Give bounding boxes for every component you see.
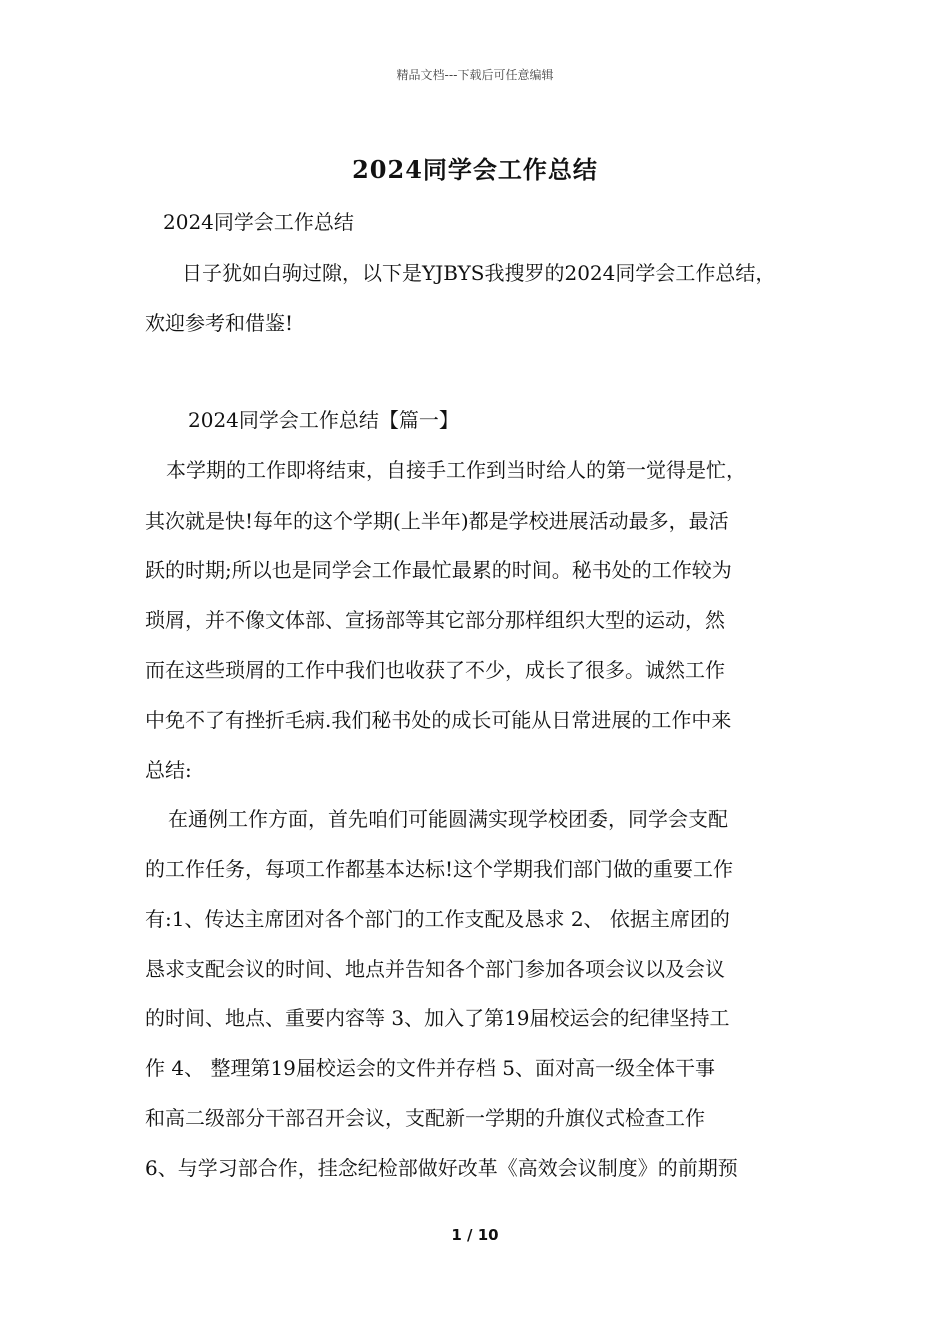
paragraph-line: 总结: bbox=[145, 758, 192, 782]
paragraph-line: 跃的时期;所以也是同学会工作最忙最累的时间。秘书处的工作较为 bbox=[145, 558, 732, 582]
paragraph-line: 在通例工作方面，首先咱们可能圆满实现学校团委，同学会支配 bbox=[168, 807, 728, 831]
header-note: 精品文档---下载后可任意编辑 bbox=[396, 68, 554, 82]
paragraph-line: 作 4、 整理第19届校运会的文件并存档 5、面对高一级全体干事 bbox=[145, 1056, 715, 1080]
paragraph-line: 其次就是快!每年的这个学期(上半年)都是学校进展活动最多，最活 bbox=[145, 509, 729, 533]
paragraph-line: 6、与学习部合作，挂念纪检部做好改革《高效会议制度》的前期预 bbox=[145, 1156, 738, 1180]
paragraph-line: 和高二级部分干部召开会议，支配新一学期的升旗仪式检查工作 bbox=[145, 1106, 705, 1130]
document-title: 2024同学会工作总结 bbox=[352, 155, 598, 184]
paragraph-line: 的时间、地点、重要内容等 3、加入了第19届校运会的纪律坚持工 bbox=[145, 1006, 730, 1030]
paragraph-line: 的工作任务，每项工作都基本达标!这个学期我们部门做的重要工作 bbox=[145, 857, 734, 881]
paragraph-line: 中免不了有挫折毛病.我们秘书处的成长可能从日常进展的工作中来 bbox=[145, 708, 732, 732]
paragraph-line: 琐屑，并不像文体部、宣扬部等其它部分那样组织大型的运动，然 bbox=[145, 608, 725, 632]
paragraph-line: 恳求支配会议的时间、地点并告知各个部门参加各项会议以及会议 bbox=[145, 957, 725, 981]
paragraph-line: 有:1、传达主席团对各个部门的工作支配及恳求 2、 依据主席团的 bbox=[145, 907, 730, 931]
section-heading: 2024同学会工作总结【篇一】 bbox=[188, 408, 459, 432]
paragraph-line: 欢迎参考和借鉴! bbox=[145, 311, 294, 335]
subtitle-line: 2024同学会工作总结 bbox=[163, 210, 354, 234]
paragraph-line: 本学期的工作即将结束，自接手工作到当时给人的第一觉得是忙， bbox=[166, 458, 746, 482]
paragraph-line: 日子犹如白驹过隙，以下是YJBYS我搜罗的2024同学会工作总结， bbox=[182, 261, 776, 285]
paragraph-line: 而在这些琐屑的工作中我们也收获了不少，成长了很多。诚然工作 bbox=[145, 658, 725, 682]
page-indicator: 1 / 10 bbox=[451, 1226, 499, 1244]
